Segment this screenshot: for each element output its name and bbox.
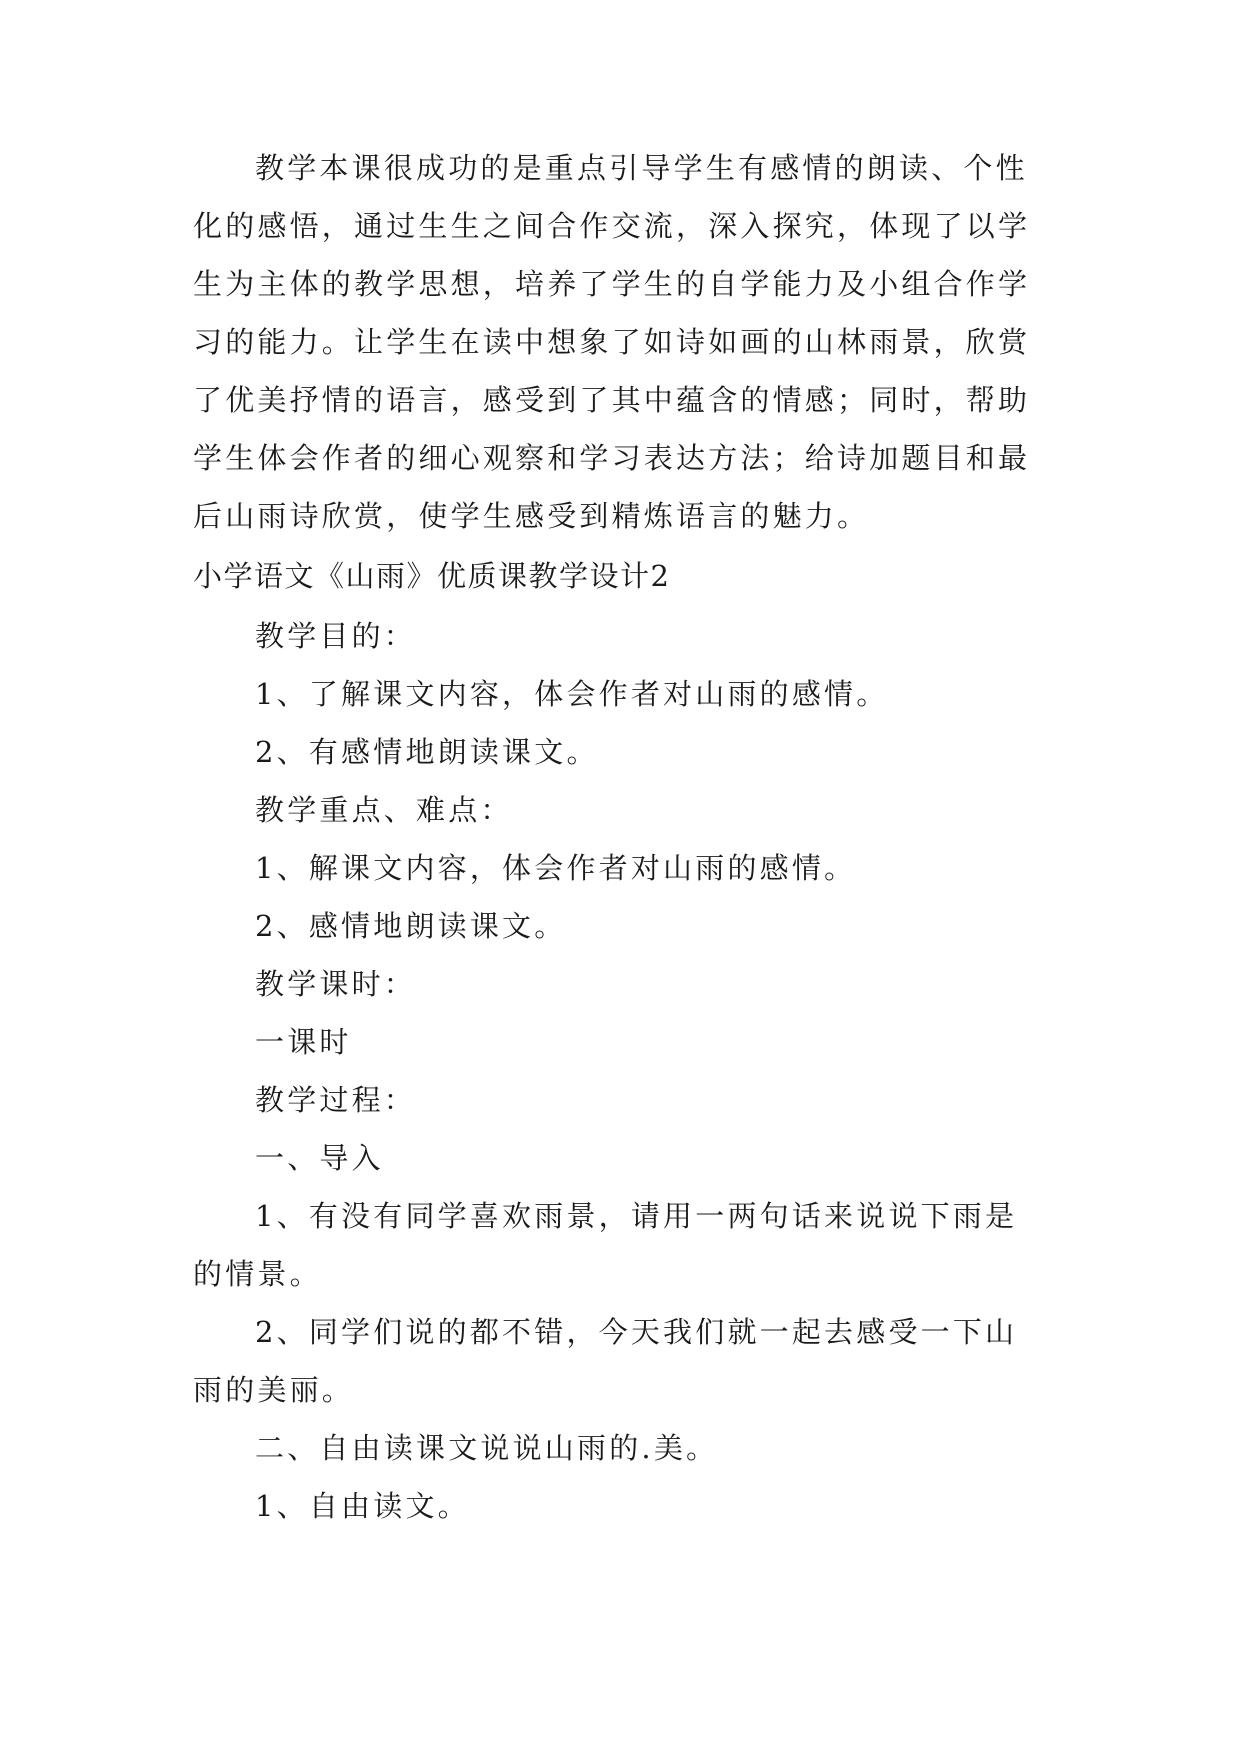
paragraph-line: 生为主体的教学思想，培养了学生的自学能力及小组合作学 bbox=[193, 267, 1031, 301]
list-item: 1、了解课文内容，体会作者对山雨的感情。 bbox=[255, 677, 889, 711]
list-item: 教学过程： bbox=[255, 1083, 417, 1117]
list-item: 二、自由读课文说说山雨的.美。 bbox=[255, 1431, 719, 1465]
list-item: 教学重点、难点： bbox=[255, 793, 513, 827]
list-item: 2、同学们说的都不错，今天我们就一起去感受一下山 bbox=[255, 1315, 1018, 1349]
section-title: 小学语文《山雨》优质课教学设计2 bbox=[193, 559, 671, 593]
list-item: 教学课时： bbox=[255, 967, 417, 1001]
list-item: 1、有没有同学喜欢雨景，请用一两句话来说说下雨是 bbox=[255, 1199, 1018, 1233]
list-item: 1、自由读文。 bbox=[255, 1489, 470, 1523]
paragraph-line: 了优美抒情的语言，感受到了其中蕴含的情感；同时，帮助 bbox=[193, 383, 1031, 417]
list-item: 2、有感情地朗读课文。 bbox=[255, 735, 599, 769]
list-item: 一、导入 bbox=[255, 1141, 384, 1175]
paragraph-line: 学生体会作者的细心观察和学习表达方法；给诗加题目和最 bbox=[193, 441, 1031, 475]
paragraph-line: 化的感悟，通过生生之间合作交流，深入探究，体现了以学 bbox=[193, 209, 1031, 243]
list-item: 1、解课文内容，体会作者对山雨的感情。 bbox=[255, 851, 857, 885]
paragraph-line: 雨的美丽。 bbox=[193, 1373, 355, 1407]
paragraph-line: 习的能力。让学生在读中想象了如诗如画的山林雨景，欣赏 bbox=[193, 325, 1031, 359]
list-item: 教学目的： bbox=[255, 619, 417, 653]
paragraph-line: 的情景。 bbox=[193, 1257, 322, 1291]
paragraph-line: 后山雨诗欣赏，使学生感受到精炼语言的魅力。 bbox=[193, 499, 870, 533]
list-item: 2、感情地朗读课文。 bbox=[255, 909, 567, 943]
list-item: 一课时 bbox=[255, 1025, 352, 1059]
paragraph-line: 教学本课很成功的是重点引导学生有感情的朗读、个性 bbox=[255, 151, 1028, 185]
